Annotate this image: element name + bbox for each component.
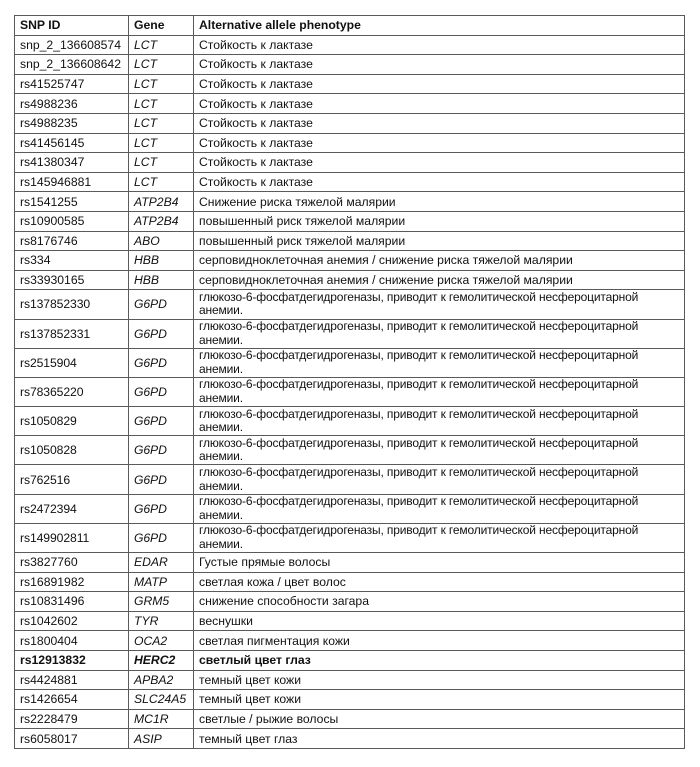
- table-row: [15, 319, 685, 348]
- phenotype-cell: глюкозо-6-фосфатдегидрогеназы, приводит к гемолитической несфероцитарной анемии.: [194, 436, 685, 465]
- gene-cell: G6PD: [129, 407, 194, 436]
- snp-id-cell: rs16891982: [15, 572, 129, 592]
- snp-id-cell: rs1050829: [15, 407, 129, 436]
- snp-id-cell: rs1050828: [15, 436, 129, 465]
- phenotype-cell: веснушки: [194, 611, 685, 631]
- snp-id-cell: snp_2_136608642: [15, 55, 129, 75]
- phenotype-cell: глюкозо-6-фосфатдегидрогеназы, приводит к гемолитической несфероцитарной анемии.: [194, 319, 685, 348]
- gene-cell: LCT: [129, 94, 194, 114]
- phenotype-cell: глюкозо-6-фосфатдегидрогеназы, приводит к гемолитической несфероцитарной анемии.: [194, 377, 685, 406]
- gene-cell: LCT: [129, 113, 194, 133]
- gene-cell: G6PD: [129, 523, 194, 552]
- gene-cell: MC1R: [129, 709, 194, 729]
- table-row: [15, 494, 685, 523]
- phenotype-cell: Стойкость к лактазе: [194, 94, 685, 114]
- snp-id-cell: rs3827760: [15, 553, 129, 573]
- gene-cell: G6PD: [129, 377, 194, 406]
- table-row: [15, 572, 685, 592]
- gene-cell: G6PD: [129, 494, 194, 523]
- gene-cell: APBA2: [129, 670, 194, 690]
- table-row: [15, 55, 685, 75]
- gene-cell: MATP: [129, 572, 194, 592]
- phenotype-cell: Стойкость к лактазе: [194, 133, 685, 153]
- table-row: [15, 270, 685, 290]
- gene-cell: G6PD: [129, 348, 194, 377]
- snp-id-cell: rs41456145: [15, 133, 129, 153]
- table-row: [15, 436, 685, 465]
- gene-cell: LCT: [129, 133, 194, 153]
- snp-id-cell: rs334: [15, 251, 129, 271]
- gene-cell: SLC24A5: [129, 690, 194, 710]
- table-row: [15, 690, 685, 710]
- snp-id-cell: rs78365220: [15, 377, 129, 406]
- gene-cell: LCT: [129, 74, 194, 94]
- phenotype-cell: темный цвет глаз: [194, 729, 685, 749]
- phenotype-cell: светлые / рыжие волосы: [194, 709, 685, 729]
- table-row: [15, 74, 685, 94]
- gene-cell: GRM5: [129, 592, 194, 612]
- phenotype-cell: Стойкость к лактазе: [194, 55, 685, 75]
- gene-cell: G6PD: [129, 436, 194, 465]
- header-snp-id: SNP ID: [15, 16, 129, 36]
- phenotype-cell: светлая кожа / цвет волос: [194, 572, 685, 592]
- phenotype-cell: Стойкость к лактазе: [194, 172, 685, 192]
- table-row: [15, 465, 685, 494]
- phenotype-cell: темный цвет кожи: [194, 690, 685, 710]
- phenotype-cell: темный цвет кожи: [194, 670, 685, 690]
- phenotype-cell: снижение способности загара: [194, 592, 685, 612]
- gene-cell: HBB: [129, 251, 194, 271]
- snp-id-cell: rs10831496: [15, 592, 129, 612]
- snp-id-cell: rs762516: [15, 465, 129, 494]
- snp-id-cell: rs137852330: [15, 290, 129, 319]
- table-row: [15, 670, 685, 690]
- table-row: [15, 35, 685, 55]
- snp-id-cell: rs2472394: [15, 494, 129, 523]
- snp-id-cell: rs8176746: [15, 231, 129, 251]
- table-row: [15, 650, 685, 670]
- phenotype-cell: Стойкость к лактазе: [194, 35, 685, 55]
- header-gene: Gene: [129, 16, 194, 36]
- phenotype-cell: Стойкость к лактазе: [194, 74, 685, 94]
- gene-cell: G6PD: [129, 290, 194, 319]
- table-row: [15, 407, 685, 436]
- table-row: [15, 94, 685, 114]
- gene-cell: LCT: [129, 153, 194, 173]
- gene-cell: LCT: [129, 55, 194, 75]
- phenotype-cell: светлая пигментация кожи: [194, 631, 685, 651]
- table-row: [15, 172, 685, 192]
- phenotype-cell: повышенный риск тяжелой малярии: [194, 211, 685, 231]
- phenotype-cell: повышенный риск тяжелой малярии: [194, 231, 685, 251]
- table-row: [15, 592, 685, 612]
- phenotype-cell: серповидноклеточная анемия / снижение риска тяжелой малярии: [194, 270, 685, 290]
- gene-cell: ABO: [129, 231, 194, 251]
- table-row: [15, 611, 685, 631]
- phenotype-cell: Снижение риска тяжелой малярии: [194, 192, 685, 212]
- table-row: [15, 631, 685, 651]
- snp-id-cell: rs1042602: [15, 611, 129, 631]
- phenotype-cell: глюкозо-6-фосфатдегидрогеназы, приводит к гемолитической несфероцитарной анемии.: [194, 523, 685, 552]
- header-phenotype: Alternative allele phenotype: [194, 16, 685, 36]
- gene-cell: EDAR: [129, 553, 194, 573]
- table-row: [15, 192, 685, 212]
- phenotype-cell: глюкозо-6-фосфатдегидрогеназы, приводит к гемолитической несфероцитарной анемии.: [194, 494, 685, 523]
- phenotype-cell: глюкозо-6-фосфатдегидрогеназы, приводит к гемолитической несфероцитарной анемии.: [194, 290, 685, 319]
- snp-id-cell: rs1426654: [15, 690, 129, 710]
- table-header-row: [15, 16, 685, 36]
- phenotype-cell: Стойкость к лактазе: [194, 153, 685, 173]
- snp-id-cell: rs149902811: [15, 523, 129, 552]
- gene-cell: LCT: [129, 172, 194, 192]
- phenotype-cell: глюкозо-6-фосфатдегидрогеназы, приводит к гемолитической несфероцитарной анемии.: [194, 348, 685, 377]
- table-row: [15, 553, 685, 573]
- table-row: [15, 377, 685, 406]
- table-row: [15, 153, 685, 173]
- gene-cell: OCA2: [129, 631, 194, 651]
- table-row: [15, 523, 685, 552]
- table-body: [15, 35, 685, 748]
- snp-id-cell: rs12913832: [15, 650, 129, 670]
- snp-id-cell: rs41525747: [15, 74, 129, 94]
- snp-id-cell: rs1800404: [15, 631, 129, 651]
- snp-id-cell: rs4988235: [15, 113, 129, 133]
- gene-cell: ATP2B4: [129, 192, 194, 212]
- phenotype-cell: серповидноклеточная анемия / снижение риска тяжелой малярии: [194, 251, 685, 271]
- snp-id-cell: rs33930165: [15, 270, 129, 290]
- snp-id-cell: rs4988236: [15, 94, 129, 114]
- table-row: [15, 709, 685, 729]
- gene-cell: G6PD: [129, 319, 194, 348]
- gene-cell: G6PD: [129, 465, 194, 494]
- phenotype-cell: глюкозо-6-фосфатдегидрогеназы, приводит к гемолитической несфероцитарной анемии.: [194, 465, 685, 494]
- snp-id-cell: rs6058017: [15, 729, 129, 749]
- gene-cell: HERC2: [129, 650, 194, 670]
- table-row: [15, 113, 685, 133]
- snp-id-cell: rs41380347: [15, 153, 129, 173]
- phenotype-cell: Густые прямые волосы: [194, 553, 685, 573]
- snp-phenotype-table: [14, 15, 685, 749]
- snp-id-cell: rs4424881: [15, 670, 129, 690]
- snp-id-cell: rs1541255: [15, 192, 129, 212]
- snp-id-cell: rs2228479: [15, 709, 129, 729]
- gene-cell: LCT: [129, 35, 194, 55]
- phenotype-cell: Стойкость к лактазе: [194, 113, 685, 133]
- gene-cell: ASIP: [129, 729, 194, 749]
- table-row: [15, 251, 685, 271]
- snp-id-cell: rs145946881: [15, 172, 129, 192]
- table-row: [15, 348, 685, 377]
- snp-id-cell: rs2515904: [15, 348, 129, 377]
- table-row: [15, 729, 685, 749]
- table-row: [15, 231, 685, 251]
- gene-cell: TYR: [129, 611, 194, 631]
- snp-id-cell: snp_2_136608574: [15, 35, 129, 55]
- table-row: [15, 290, 685, 319]
- gene-cell: ATP2B4: [129, 211, 194, 231]
- phenotype-cell: светлый цвет глаз: [194, 650, 685, 670]
- table-row: [15, 211, 685, 231]
- snp-id-cell: rs137852331: [15, 319, 129, 348]
- snp-id-cell: rs10900585: [15, 211, 129, 231]
- gene-cell: HBB: [129, 270, 194, 290]
- table-row: [15, 133, 685, 153]
- phenotype-cell: глюкозо-6-фосфатдегидрогеназы, приводит к гемолитической несфероцитарной анемии.: [194, 407, 685, 436]
